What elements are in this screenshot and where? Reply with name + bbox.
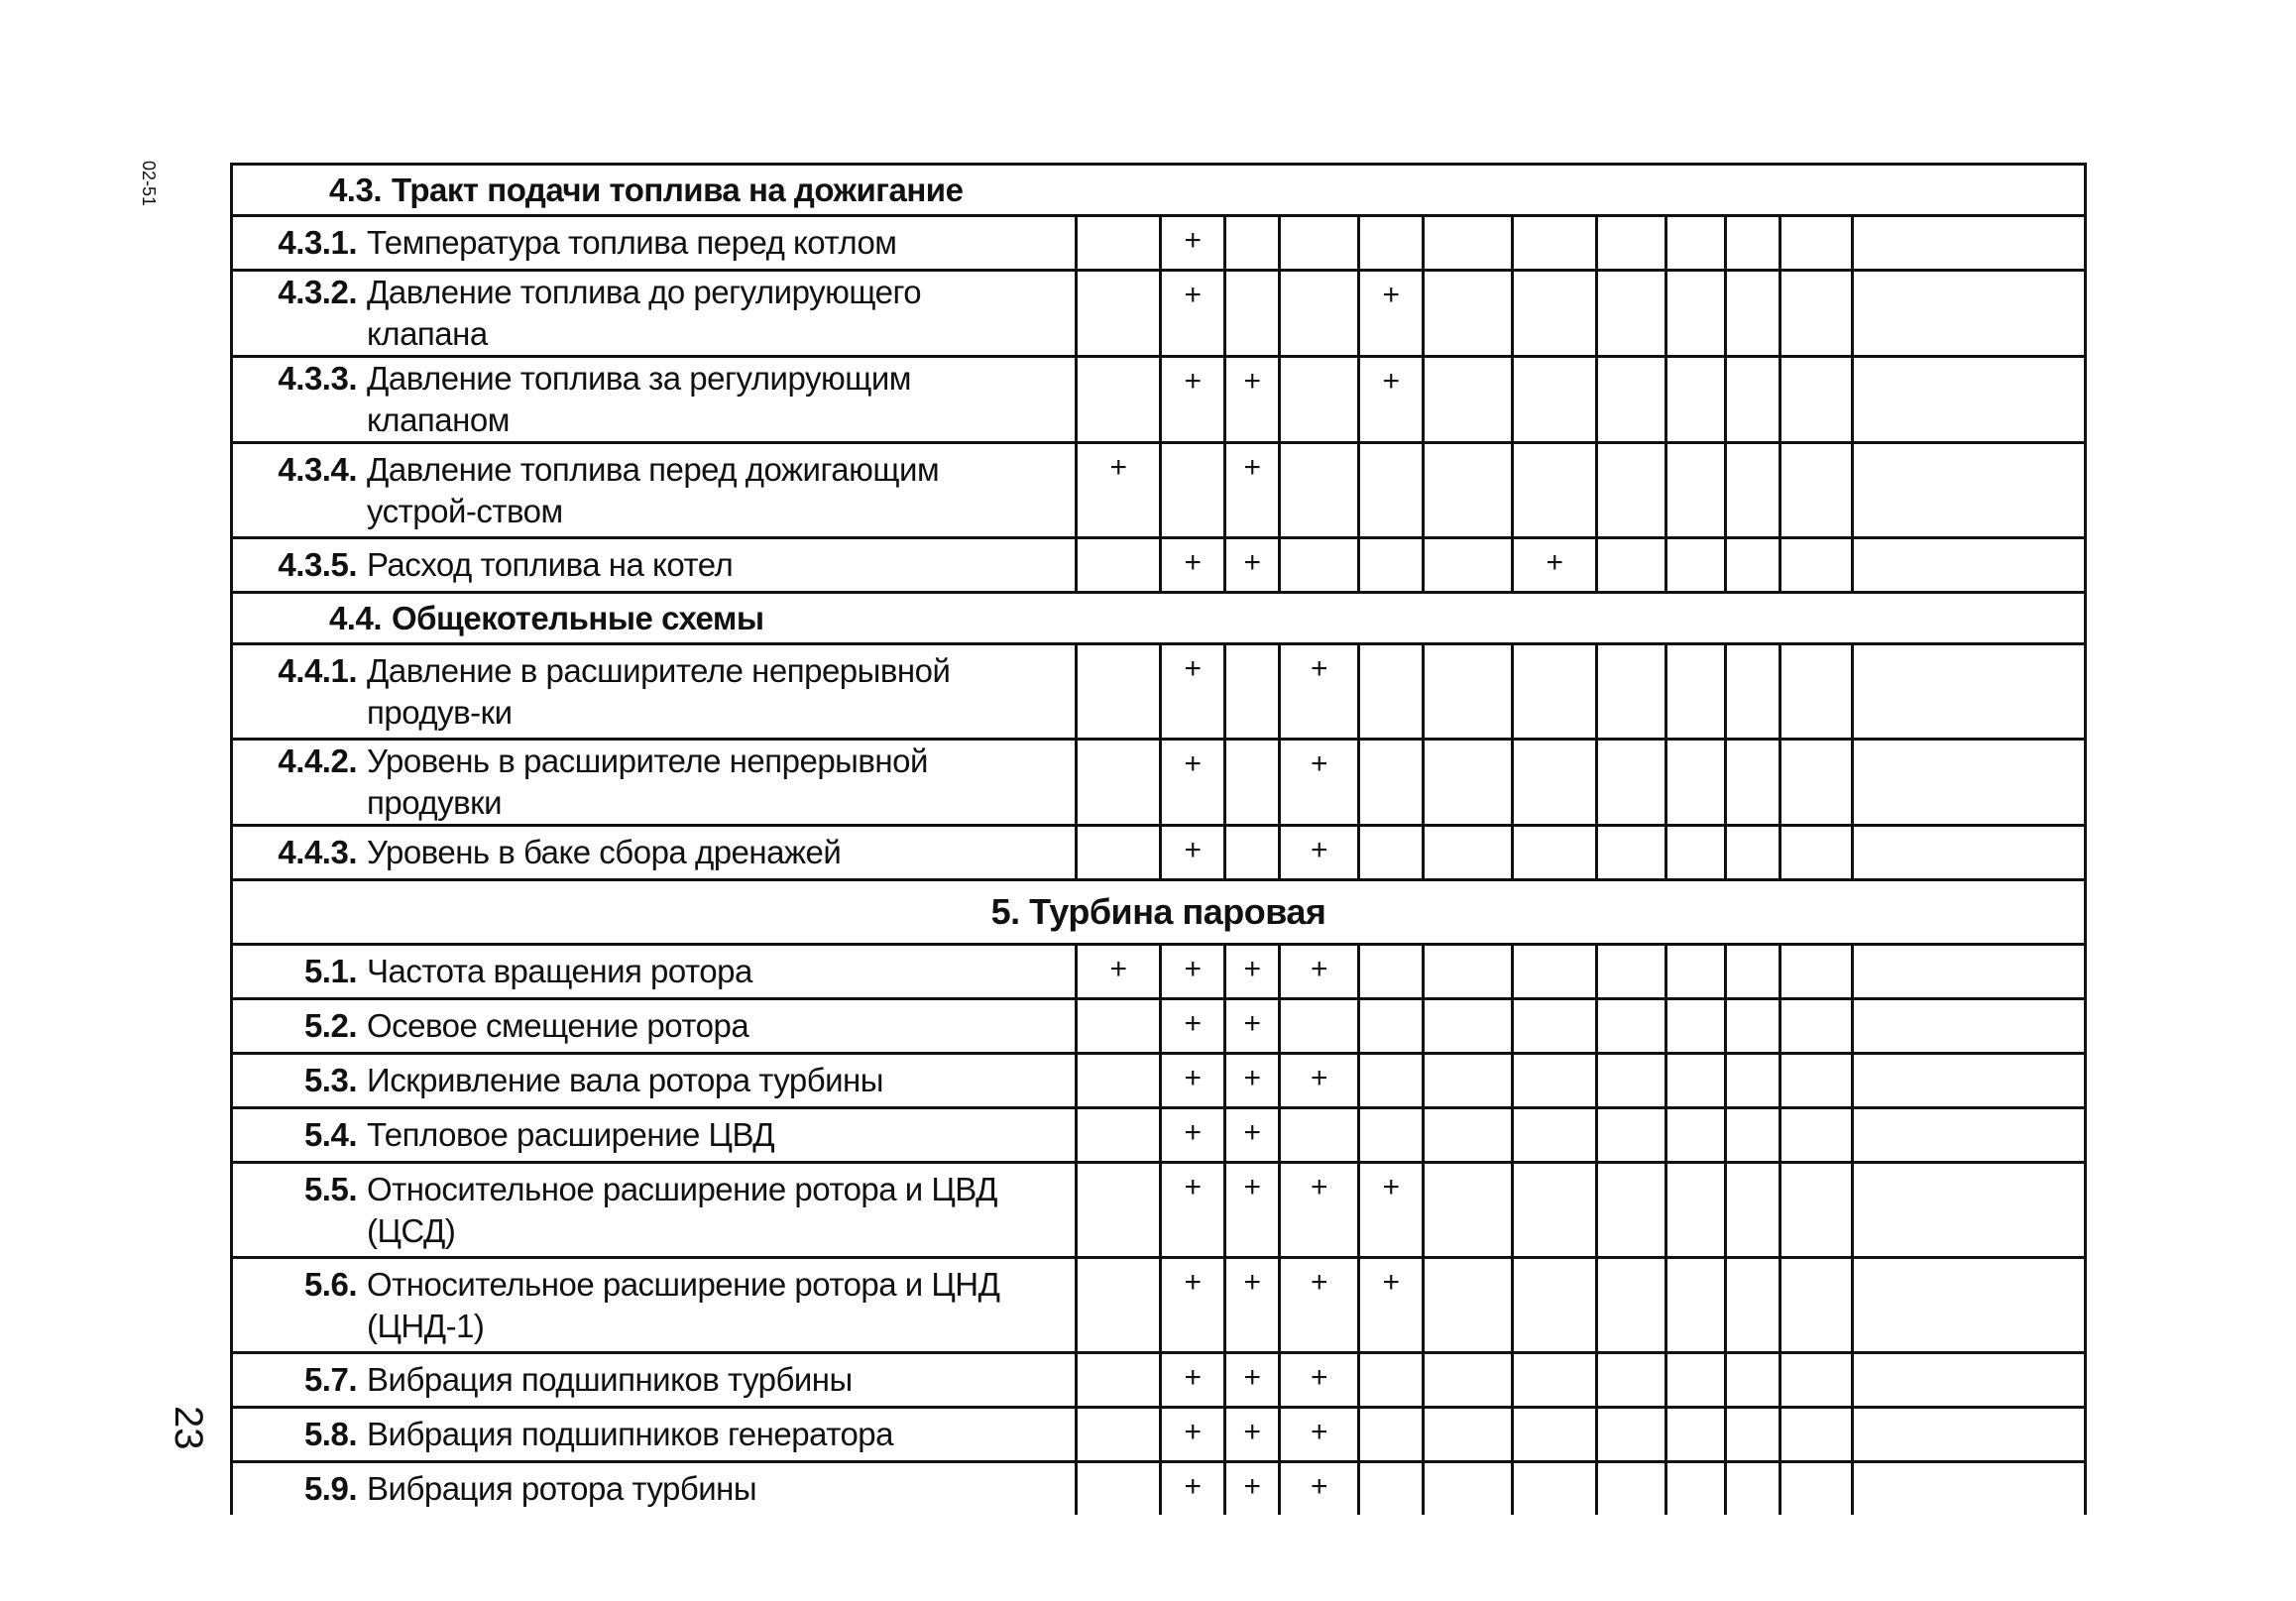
mark-cell (1726, 740, 1780, 826)
section-number: 4.3. (328, 171, 382, 208)
mark-cell (1726, 999, 1780, 1054)
parameter-name: Искривление вала ротора турбины (367, 1062, 883, 1098)
mark-cell: + (1225, 945, 1280, 999)
parameter-number: 4.3.2. (278, 274, 357, 310)
table-row (232, 1108, 2086, 1163)
mark-cell (1780, 1108, 1853, 1163)
mark-cell: + (1161, 740, 1225, 826)
mark-cell (1853, 1353, 2086, 1408)
mark-cell (1424, 999, 1513, 1054)
mark-cell (1726, 443, 1780, 538)
parameter-name: Давление топлива перед дожигающим устрой-ством (367, 450, 940, 529)
parameter-name: Давление топлива до регулирующего клапана (367, 274, 922, 352)
mark-cell (1597, 271, 1666, 357)
mark-cell (1225, 271, 1280, 357)
mark-cell (1726, 1054, 1780, 1108)
mark-cell (1853, 999, 2086, 1054)
mark-cell: + (1225, 357, 1280, 443)
mark-cell (1597, 1408, 1666, 1462)
mark-cell (1280, 999, 1359, 1054)
table-row (232, 443, 2086, 538)
parameter-name: Относительное расширение ротора и ЦВД (ЦСД) (367, 1170, 997, 1249)
parameter-number: 4.4.1. (278, 651, 357, 689)
table-row (232, 644, 2086, 740)
mark-cell: + (1280, 1408, 1359, 1462)
mark-cell (1853, 826, 2086, 880)
mark-cell: + (1077, 945, 1161, 999)
mark-cell (1424, 1408, 1513, 1462)
mark-cell (1726, 1462, 1780, 1516)
mark-cell (1513, 1258, 1597, 1353)
section-title: Общекотельные схемы (392, 599, 764, 636)
mark-cell (1780, 1054, 1853, 1108)
mark-cell (1666, 945, 1726, 999)
mark-cell: + (1161, 1054, 1225, 1108)
mark-cell (1077, 271, 1161, 357)
table-row (232, 1408, 2086, 1462)
mark-cell (1077, 1163, 1161, 1258)
parameters-table (230, 163, 2087, 1515)
mark-cell (1280, 1108, 1359, 1163)
mark-cell (1597, 1108, 1666, 1163)
mark-cell: + (1225, 999, 1280, 1054)
table-row (232, 538, 2086, 593)
mark-cell (1597, 999, 1666, 1054)
table-row (232, 216, 2086, 271)
mark-cell (1513, 999, 1597, 1054)
parameter-number: 5.2. (303, 1007, 357, 1044)
parameter-name: Давление топлива за регулирующим клапаном (367, 360, 911, 438)
table-row (232, 826, 2086, 880)
mark-cell (1780, 945, 1853, 999)
mark-cell: + (1280, 826, 1359, 880)
mark-cell (1666, 1408, 1726, 1462)
mark-cell (1424, 740, 1513, 826)
mark-cell (1666, 1258, 1726, 1353)
mark-cell: + (1161, 1408, 1225, 1462)
mark-cell (1726, 644, 1780, 740)
mark-cell (1726, 1408, 1780, 1462)
mark-cell (1077, 1258, 1161, 1353)
parameter-cell (232, 644, 1077, 740)
section-header (232, 165, 2086, 216)
mark-cell (1726, 1353, 1780, 1408)
parameter-number: 5.4. (303, 1116, 357, 1153)
mark-cell (1666, 357, 1726, 443)
mark-cell (1726, 1258, 1780, 1353)
mark-cell (1853, 945, 2086, 999)
part-row (232, 880, 2086, 945)
mark-cell (1225, 740, 1280, 826)
parameter-cell (232, 1258, 1077, 1353)
mark-cell: + (1161, 357, 1225, 443)
parameter-number: 4.4.2. (278, 743, 357, 779)
mark-cell: + (1161, 999, 1225, 1054)
mark-cell (1666, 1462, 1726, 1516)
parameter-number: 4.4.3. (278, 834, 357, 870)
mark-cell: + (1161, 216, 1225, 271)
mark-cell (1424, 1258, 1513, 1353)
parameter-number: 5.5. (303, 1170, 357, 1207)
mark-cell: + (1225, 1108, 1280, 1163)
mark-cell (1513, 443, 1597, 538)
mark-cell (1077, 357, 1161, 443)
mark-cell (1280, 216, 1359, 271)
mark-cell (1077, 216, 1161, 271)
table-row (232, 999, 2086, 1054)
mark-cell (1359, 1054, 1424, 1108)
parameter-cell (232, 999, 1077, 1054)
mark-cell: + (1513, 538, 1597, 593)
mark-cell (1280, 271, 1359, 357)
parameter-cell (232, 1108, 1077, 1163)
mark-cell (1359, 740, 1424, 826)
mark-cell (1424, 1054, 1513, 1108)
mark-cell (1359, 216, 1424, 271)
mark-cell (1780, 443, 1853, 538)
mark-cell (1853, 538, 2086, 593)
mark-cell (1853, 1054, 2086, 1108)
mark-cell: + (1280, 1353, 1359, 1408)
mark-cell (1666, 1054, 1726, 1108)
parameter-cell (232, 443, 1077, 538)
section-row (232, 165, 2086, 216)
mark-cell: + (1359, 357, 1424, 443)
mark-cell: + (1161, 1108, 1225, 1163)
mark-cell (1666, 538, 1726, 593)
mark-cell (1726, 826, 1780, 880)
mark-cell (1780, 1462, 1853, 1516)
mark-cell (1225, 216, 1280, 271)
mark-cell (1513, 1163, 1597, 1258)
mark-cell (1726, 357, 1780, 443)
mark-cell: + (1225, 1163, 1280, 1258)
mark-cell (1424, 443, 1513, 538)
mark-cell (1359, 826, 1424, 880)
mark-cell: + (1161, 1462, 1225, 1516)
mark-cell (1077, 1054, 1161, 1108)
mark-cell: + (1225, 1054, 1280, 1108)
mark-cell (1513, 271, 1597, 357)
mark-cell: + (1161, 644, 1225, 740)
part-title: 5. Турбина паровая (232, 880, 2086, 945)
mark-cell (1359, 1462, 1424, 1516)
parameter-number: 4.3.4. (278, 450, 357, 488)
parameter-cell (232, 740, 1077, 826)
mark-cell (1597, 826, 1666, 880)
mark-cell (1359, 538, 1424, 593)
mark-cell (1597, 1258, 1666, 1353)
parameter-name: Относительное расширение ротора и ЦНД (ЦНД-1) (367, 1265, 1000, 1344)
mark-cell (1225, 826, 1280, 880)
mark-cell (1726, 1163, 1780, 1258)
table-row (232, 1353, 2086, 1408)
parameter-cell (232, 945, 1077, 999)
mark-cell: + (1225, 1462, 1280, 1516)
mark-cell (1513, 945, 1597, 999)
mark-cell: + (1280, 1258, 1359, 1353)
mark-cell: + (1359, 271, 1424, 357)
mark-cell (1780, 1163, 1853, 1258)
mark-cell: + (1161, 1163, 1225, 1258)
mark-cell (1780, 1258, 1853, 1353)
mark-cell (1513, 216, 1597, 271)
parameter-name: Температура топлива перед котлом (367, 224, 897, 261)
mark-cell (1424, 945, 1513, 999)
mark-cell (1424, 357, 1513, 443)
mark-cell (1726, 945, 1780, 999)
mark-cell: + (1280, 1163, 1359, 1258)
table-row (232, 740, 2086, 826)
mark-cell (1424, 1353, 1513, 1408)
mark-cell (1853, 1462, 2086, 1516)
mark-cell (1513, 1462, 1597, 1516)
mark-cell (1077, 999, 1161, 1054)
mark-cell (1359, 644, 1424, 740)
mark-cell (1853, 740, 2086, 826)
document-code: 02-51 (139, 161, 159, 207)
mark-cell: + (1280, 740, 1359, 826)
mark-cell (1424, 216, 1513, 271)
mark-cell: + (1280, 1054, 1359, 1108)
mark-cell (1424, 1462, 1513, 1516)
mark-cell (1666, 271, 1726, 357)
mark-cell (1280, 538, 1359, 593)
table-row (232, 357, 2086, 443)
mark-cell (1513, 826, 1597, 880)
parameter-number: 4.3.1. (278, 224, 357, 261)
mark-cell (1780, 1408, 1853, 1462)
mark-cell: + (1359, 1163, 1424, 1258)
mark-cell (1780, 740, 1853, 826)
mark-cell (1597, 1163, 1666, 1258)
mark-cell (1513, 740, 1597, 826)
mark-cell (1077, 826, 1161, 880)
mark-cell (1780, 1353, 1853, 1408)
mark-cell (1666, 1163, 1726, 1258)
mark-cell (1780, 999, 1853, 1054)
mark-cell (1424, 644, 1513, 740)
mark-cell: + (1161, 271, 1225, 357)
mark-cell: + (1225, 443, 1280, 538)
mark-cell (1513, 644, 1597, 740)
mark-cell (1513, 1108, 1597, 1163)
parameter-number: 5.1. (303, 953, 357, 989)
mark-cell (1780, 271, 1853, 357)
mark-cell (1359, 945, 1424, 999)
mark-cell (1597, 1462, 1666, 1516)
mark-cell (1513, 1054, 1597, 1108)
parameter-cell (232, 1353, 1077, 1408)
table-row (232, 271, 2086, 357)
mark-cell (1853, 1163, 2086, 1258)
mark-cell: + (1359, 1258, 1424, 1353)
mark-cell (1424, 1163, 1513, 1258)
table-body (232, 165, 2086, 1516)
mark-cell (1597, 1054, 1666, 1108)
parameter-name: Расход топлива на котел (367, 546, 734, 583)
mark-cell: + (1225, 538, 1280, 593)
mark-cell (1726, 1108, 1780, 1163)
mark-cell (1726, 271, 1780, 357)
mark-cell (1597, 216, 1666, 271)
table-row (232, 1258, 2086, 1353)
section-number: 4.4. (328, 599, 382, 636)
table-row (232, 945, 2086, 999)
mark-cell (1513, 357, 1597, 443)
mark-cell (1726, 216, 1780, 271)
mark-cell (1666, 826, 1726, 880)
mark-cell (1424, 271, 1513, 357)
mark-cell (1597, 357, 1666, 443)
parameter-name: Уровень в баке сбора дренажей (367, 834, 842, 870)
parameter-cell (232, 538, 1077, 593)
mark-cell (1513, 1353, 1597, 1408)
mark-cell: + (1280, 644, 1359, 740)
parameter-number: 5.6. (303, 1265, 357, 1303)
mark-cell (1359, 1353, 1424, 1408)
mark-cell (1666, 740, 1726, 826)
mark-cell (1077, 538, 1161, 593)
parameter-cell (232, 271, 1077, 357)
parameter-cell (232, 1462, 1077, 1516)
mark-cell: + (1161, 826, 1225, 880)
mark-cell (1853, 1108, 2086, 1163)
mark-cell (1359, 1408, 1424, 1462)
mark-cell (1077, 1108, 1161, 1163)
mark-cell (1077, 1408, 1161, 1462)
mark-cell (1077, 1353, 1161, 1408)
mark-cell (1359, 443, 1424, 538)
mark-cell (1780, 826, 1853, 880)
mark-cell (1853, 216, 2086, 271)
table-row (232, 1462, 2086, 1516)
mark-cell (1853, 271, 2086, 357)
section-header (232, 593, 2086, 644)
mark-cell: + (1225, 1408, 1280, 1462)
parameter-cell (232, 1054, 1077, 1108)
mark-cell (1077, 740, 1161, 826)
mark-cell: + (1225, 1353, 1280, 1408)
parameter-number: 5.9. (303, 1470, 357, 1507)
table-row (232, 1054, 2086, 1108)
mark-cell (1597, 538, 1666, 593)
parameter-name: Вибрация ротора турбины (367, 1470, 757, 1507)
mark-cell (1424, 826, 1513, 880)
parameter-name: Вибрация подшипников турбины (367, 1361, 853, 1398)
mark-cell: + (1161, 1353, 1225, 1408)
parameter-cell (232, 1408, 1077, 1462)
mark-cell (1780, 538, 1853, 593)
mark-cell (1077, 644, 1161, 740)
mark-cell (1853, 1258, 2086, 1353)
mark-cell (1780, 357, 1853, 443)
mark-cell: + (1280, 1462, 1359, 1516)
parameter-cell (232, 357, 1077, 443)
mark-cell (1780, 216, 1853, 271)
parameter-number: 4.3.3. (278, 360, 357, 397)
mark-cell (1666, 216, 1726, 271)
mark-cell (1225, 644, 1280, 740)
mark-cell (1077, 1462, 1161, 1516)
mark-cell (1780, 644, 1853, 740)
mark-cell: + (1161, 538, 1225, 593)
mark-cell (1666, 999, 1726, 1054)
parameter-name: Давление в расширителе непрерывной продув-ки (367, 651, 951, 731)
parameter-name: Тепловое расширение ЦВД (367, 1116, 775, 1153)
page-number: 23 (167, 1406, 210, 1450)
mark-cell (1666, 1108, 1726, 1163)
mark-cell (1280, 443, 1359, 538)
mark-cell (1666, 644, 1726, 740)
mark-cell (1853, 357, 2086, 443)
mark-cell (1597, 1353, 1666, 1408)
section-row (232, 593, 2086, 644)
table-row (232, 1163, 2086, 1258)
parameter-number: 5.7. (303, 1361, 357, 1398)
parameter-number: 5.8. (303, 1416, 357, 1452)
mark-cell: + (1225, 1258, 1280, 1353)
mark-cell (1597, 644, 1666, 740)
parameter-cell (232, 826, 1077, 880)
mark-cell (1280, 357, 1359, 443)
mark-cell (1424, 1108, 1513, 1163)
mark-cell: + (1280, 945, 1359, 999)
parameter-cell (232, 1163, 1077, 1258)
mark-cell (1597, 443, 1666, 538)
mark-cell (1666, 1353, 1726, 1408)
parameter-number: 4.3.5. (278, 546, 357, 583)
parameter-number: 5.3. (303, 1062, 357, 1098)
mark-cell (1359, 999, 1424, 1054)
parameter-name: Вибрация подшипников генератора (367, 1416, 893, 1452)
parameter-name: Частота вращения ротора (367, 953, 752, 989)
mark-cell (1161, 443, 1225, 538)
parameter-name: Осевое смещение ротора (367, 1007, 749, 1044)
mark-cell: + (1077, 443, 1161, 538)
mark-cell (1597, 740, 1666, 826)
mark-cell: + (1161, 945, 1225, 999)
mark-cell (1853, 443, 2086, 538)
mark-cell: + (1161, 1258, 1225, 1353)
mark-cell (1359, 1108, 1424, 1163)
parameter-name: Уровень в расширителе непрерывной продувки (367, 743, 928, 821)
mark-cell (1513, 1408, 1597, 1462)
mark-cell (1853, 1408, 2086, 1462)
mark-cell (1726, 538, 1780, 593)
mark-cell (1853, 644, 2086, 740)
mark-cell (1597, 945, 1666, 999)
mark-cell (1666, 443, 1726, 538)
section-title: Тракт подачи топлива на дожигание (392, 171, 964, 208)
parameter-cell (232, 216, 1077, 271)
mark-cell (1424, 538, 1513, 593)
